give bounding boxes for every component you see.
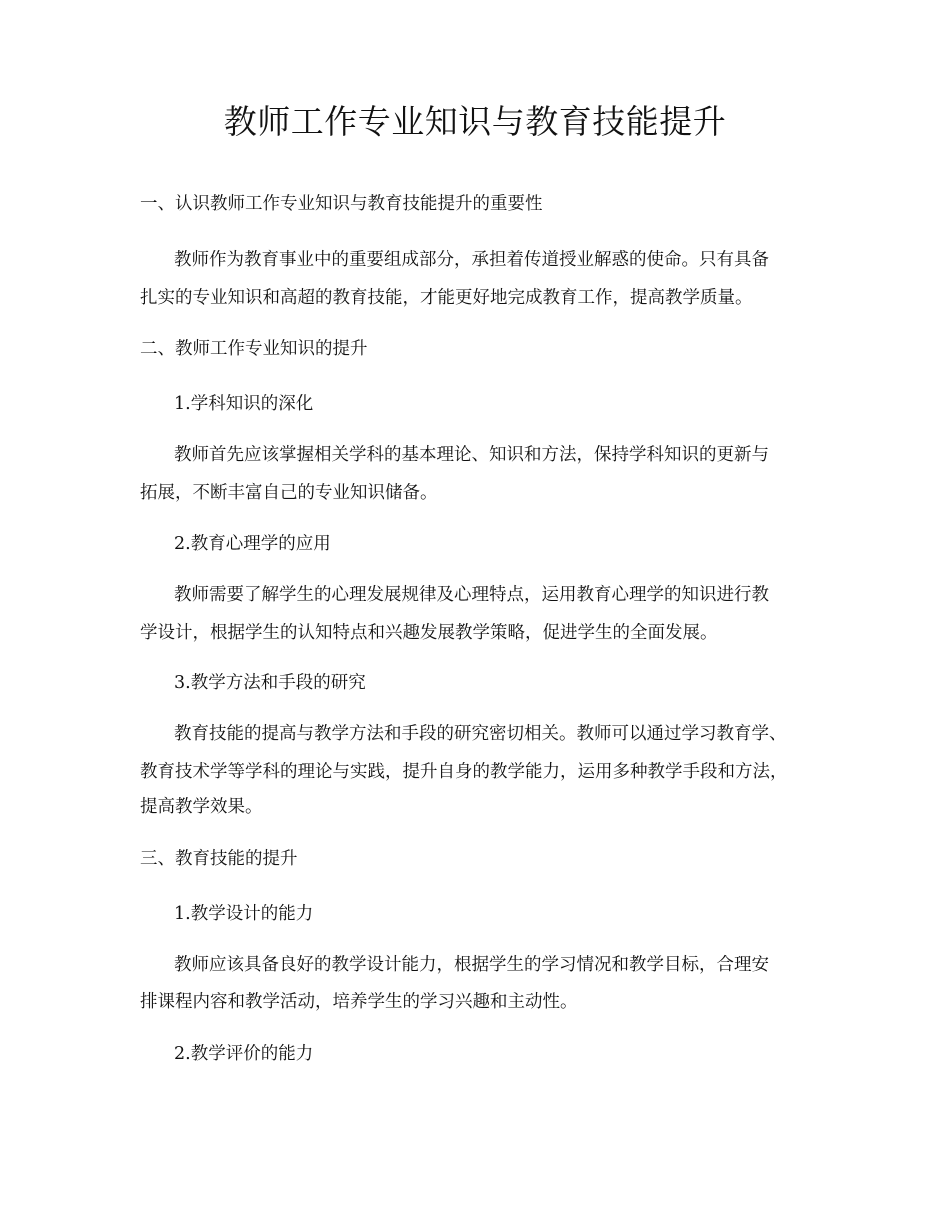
- paragraph-line: 教师需要了解学生的心理发展规律及心理特点，运用教育心理学的知识进行教: [174, 585, 769, 605]
- paragraph-line: 教育技术学等学科的理论与实践，提升自身的教学能力，运用多种教学手段和方法，: [140, 762, 788, 782]
- paragraph-line: 拓展，不断丰富自己的专业知识储备。: [140, 483, 438, 503]
- subsection-heading: 2.教学评价的能力: [174, 1044, 314, 1064]
- paragraph-line: 教师首先应该掌握相关学科的基本理论、知识和方法，保持学科知识的更新与: [174, 445, 769, 465]
- section-heading: 一、认识教师工作专业知识与教育技能提升的重要性: [140, 194, 543, 214]
- paragraph-line: 教师作为教育事业中的重要组成部分，承担着传道授业解惑的使命。只有具备: [174, 250, 769, 270]
- paragraph-line: 排课程内容和教学活动，培养学生的学习兴趣和主动性。: [140, 992, 578, 1012]
- paragraph-line: 学设计，根据学生的认知特点和兴趣发展教学策略，促进学生的全面发展。: [140, 623, 718, 643]
- subsection-heading: 3.教学方法和手段的研究: [174, 673, 366, 693]
- paragraph-line: 教师应该具备良好的教学设计能力，根据学生的学习情况和教学目标，合理安: [174, 955, 769, 975]
- subsection-heading: 2.教育心理学的应用: [174, 534, 331, 554]
- paragraph-line: 扎实的专业知识和高超的教育技能，才能更好地完成教育工作，提高教学质量。: [140, 288, 753, 308]
- paragraph-line: 教育技能的提高与教学方法和手段的研究密切相关。教师可以通过学习教育学、: [174, 724, 787, 744]
- paragraph-line: 提高教学效果。: [140, 797, 263, 817]
- subsection-heading: 1.教学设计的能力: [174, 904, 314, 924]
- section-heading: 二、教师工作专业知识的提升: [140, 339, 368, 359]
- subsection-heading: 1.学科知识的深化: [174, 394, 314, 414]
- document-title: 教师工作专业知识与教育技能提升: [223, 102, 727, 141]
- section-heading: 三、教育技能的提升: [140, 849, 298, 869]
